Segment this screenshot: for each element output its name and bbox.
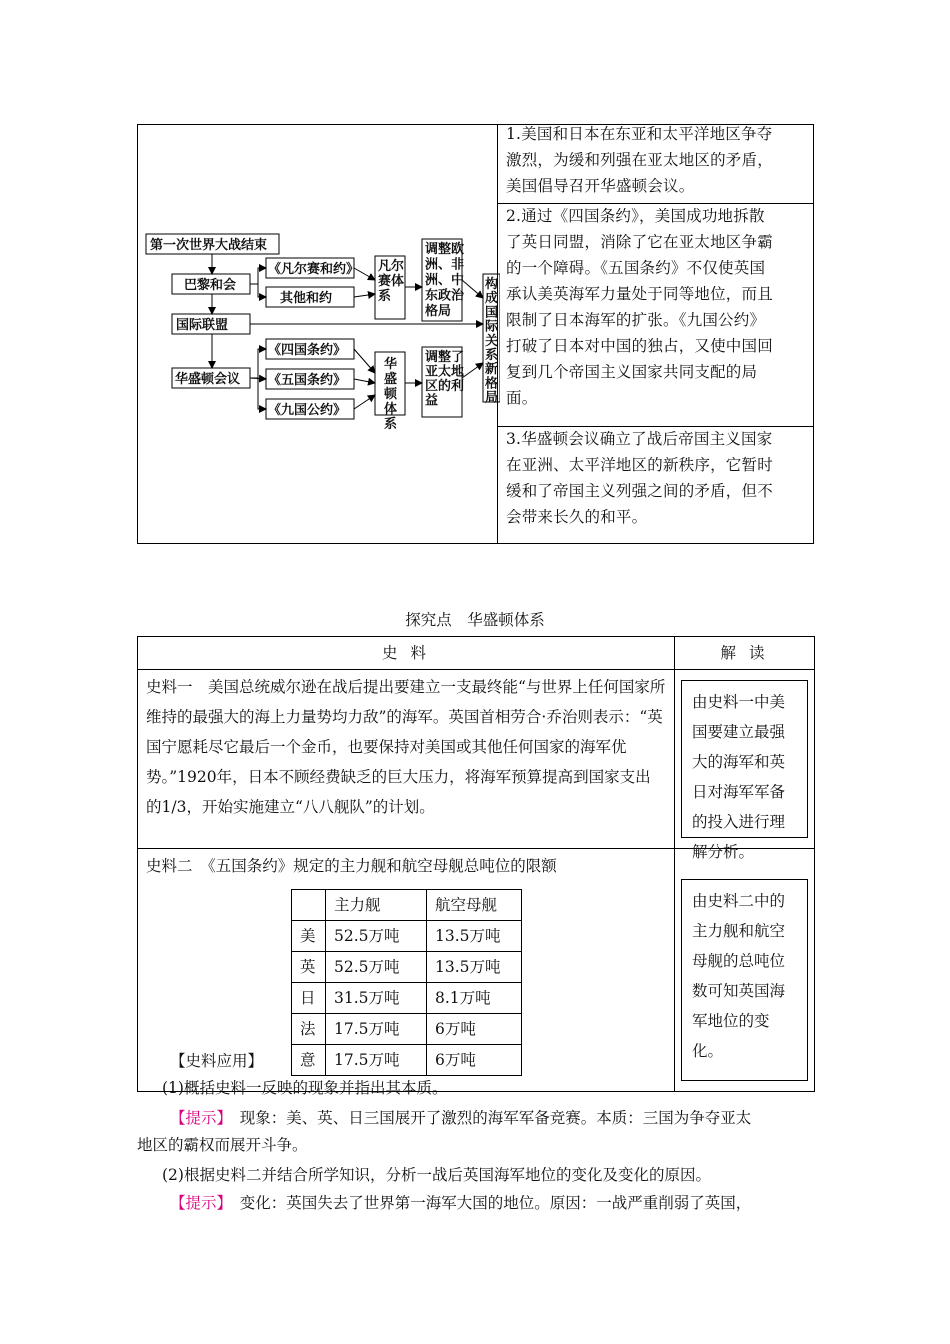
- question-2: (2)根据史料二并结合所学知识，分析一战后英国海军地位的变化及变化的原因。: [162, 1166, 711, 1184]
- table-row: [292, 983, 522, 1014]
- header-source: 史 料: [138, 637, 675, 670]
- interpretation-2: 由史料二中的主力舰和航空母舰的总吨位数可知英国海军地位的变化。: [681, 879, 808, 1081]
- table-cell: 6万吨: [427, 1045, 522, 1076]
- table-cell: 日: [292, 983, 326, 1014]
- note-2: [506, 203, 806, 411]
- tip-label: 【提示】: [170, 1194, 225, 1212]
- note-line: 会带来长久的和平。: [506, 508, 648, 526]
- label-league: 国际联盟: [176, 318, 229, 333]
- note-line: 在亚洲、太平洋地区的新秩序，它暂时: [506, 456, 773, 474]
- tonnage-header-cell: [292, 890, 326, 921]
- question-1: (1)概括史料一反映的现象并指出其本质。: [162, 1079, 448, 1097]
- answer-1-continued: 地区的霸权而展开斗争。: [137, 1136, 308, 1154]
- table-row: [292, 952, 522, 983]
- tonnage-header-cell: 主力舰: [326, 890, 427, 921]
- label-five: 《五国条约》: [268, 373, 347, 388]
- answer-2: [170, 1188, 840, 1218]
- note-line: 1.美国和日本在东亚和太平洋地区争夺: [506, 125, 773, 143]
- label-nine: 《九国公约》: [268, 403, 347, 418]
- table-cell: 13.5万吨: [427, 921, 522, 952]
- label-start: 第一次世界大战结束: [150, 238, 268, 253]
- note-1: [506, 121, 806, 199]
- answer-1-text: 现象：美、英、日三国展开了激烈的海军军备竞赛。本质：三国为争夺亚太: [224, 1109, 752, 1127]
- interpretation-1: 由史料一中美国要建立最强大的海军和英日对海军军备的投入进行理解分析。: [681, 680, 808, 838]
- note-line: 复到几个帝国主义国家共同支配的局: [506, 363, 758, 381]
- label-versailles: 《凡尔赛和约》: [268, 262, 360, 277]
- table-cell: 17.5万吨: [326, 1014, 427, 1045]
- table-cell: 英: [292, 952, 326, 983]
- source-table: [137, 636, 815, 1092]
- note-line: 打破了日本对中国的独占，又使中国回: [506, 337, 773, 355]
- note-line: 的一个障碍。《五国条约》不仅使英国: [506, 259, 766, 277]
- label-versailles-system: 凡尔赛体系: [378, 259, 405, 304]
- table-row: [292, 1014, 522, 1045]
- concept-diagram: [140, 228, 500, 433]
- note-line: 激烈，为缓和列强在亚太地区的矛盾，: [506, 151, 773, 169]
- label-adjust-europe: 调整欧洲、非洲、中东政治格局: [425, 242, 465, 319]
- application-heading: 【史料应用】: [170, 1052, 264, 1070]
- table-cell: 意: [292, 1045, 326, 1076]
- note-line: 限制了日本海军的扩张。《九国公约》: [506, 311, 766, 329]
- label-paris: 巴黎和会: [184, 278, 237, 293]
- label-four: 《四国条约》: [268, 343, 347, 358]
- table-cell: 52.5万吨: [326, 921, 427, 952]
- note-line: 2.通过《四国条约》，美国成功地拆散: [506, 207, 765, 225]
- table-cell: 31.5万吨: [326, 983, 427, 1014]
- table-cell: 法: [292, 1014, 326, 1045]
- table-cell: 13.5万吨: [427, 952, 522, 983]
- table-cell: 6万吨: [427, 1014, 522, 1045]
- table-cell: 美: [292, 921, 326, 952]
- source-1: 史料一 美国总统威尔逊在战后提出要建立一支最终能“与世界上任何国家所维持的最强大的海上力量势均力敌”的海军。英国首相劳合·乔治则表示：“英国宁愿耗尽它最后一个金币，也要保持对美国或其他任何国家的海军优势。”1920年，日本不顾经费缺乏的巨大压力，将海军预算提高到国家支出的1/3，开始实施建立“八八舰队”的计划。: [138, 670, 675, 849]
- note-line: 承认美英海军力量处于同等地位，而且: [506, 285, 773, 303]
- tonnage-header-cell: 航空母舰: [427, 890, 522, 921]
- label-new-pattern: 构成国际关系新格局: [485, 277, 499, 406]
- note-3: [506, 426, 806, 530]
- tip-label: 【提示】: [170, 1109, 225, 1127]
- label-other: 其他和约: [280, 291, 333, 306]
- note-line: 美国倡导召开华盛顿会议。: [506, 177, 695, 195]
- answer-2-text: 变化：英国失去了世界第一海军大国的地位。原因：一战严重削弱了英国，: [224, 1194, 752, 1212]
- note-line: 了英日同盟，消除了它在亚太地区争霸: [506, 233, 773, 251]
- label-adjust-asia: 调整了亚太地区的利益: [425, 350, 465, 409]
- note-line: 面。: [506, 389, 538, 407]
- note-line: 缓和了帝国主义列强之间的矛盾，但不: [506, 482, 773, 500]
- note-line: 3.华盛顿会议确立了战后帝国主义国家: [506, 430, 773, 448]
- table-cell: 8.1万吨: [427, 983, 522, 1014]
- header-interpretation: 解 读: [675, 637, 815, 670]
- table-cell: 52.5万吨: [326, 952, 427, 983]
- answer-1: [170, 1103, 840, 1133]
- label-washington: 华盛顿会议: [175, 372, 241, 387]
- table-cell: 17.5万吨: [326, 1045, 427, 1076]
- table-row: [292, 921, 522, 952]
- source-2: 史料二 《五国条约》规定的主力舰和航空母舰总吨位的限额: [146, 857, 557, 875]
- label-washington-system: 华盛顿体系: [384, 357, 398, 432]
- section-title: 探究点 华盛顿体系: [405, 611, 545, 629]
